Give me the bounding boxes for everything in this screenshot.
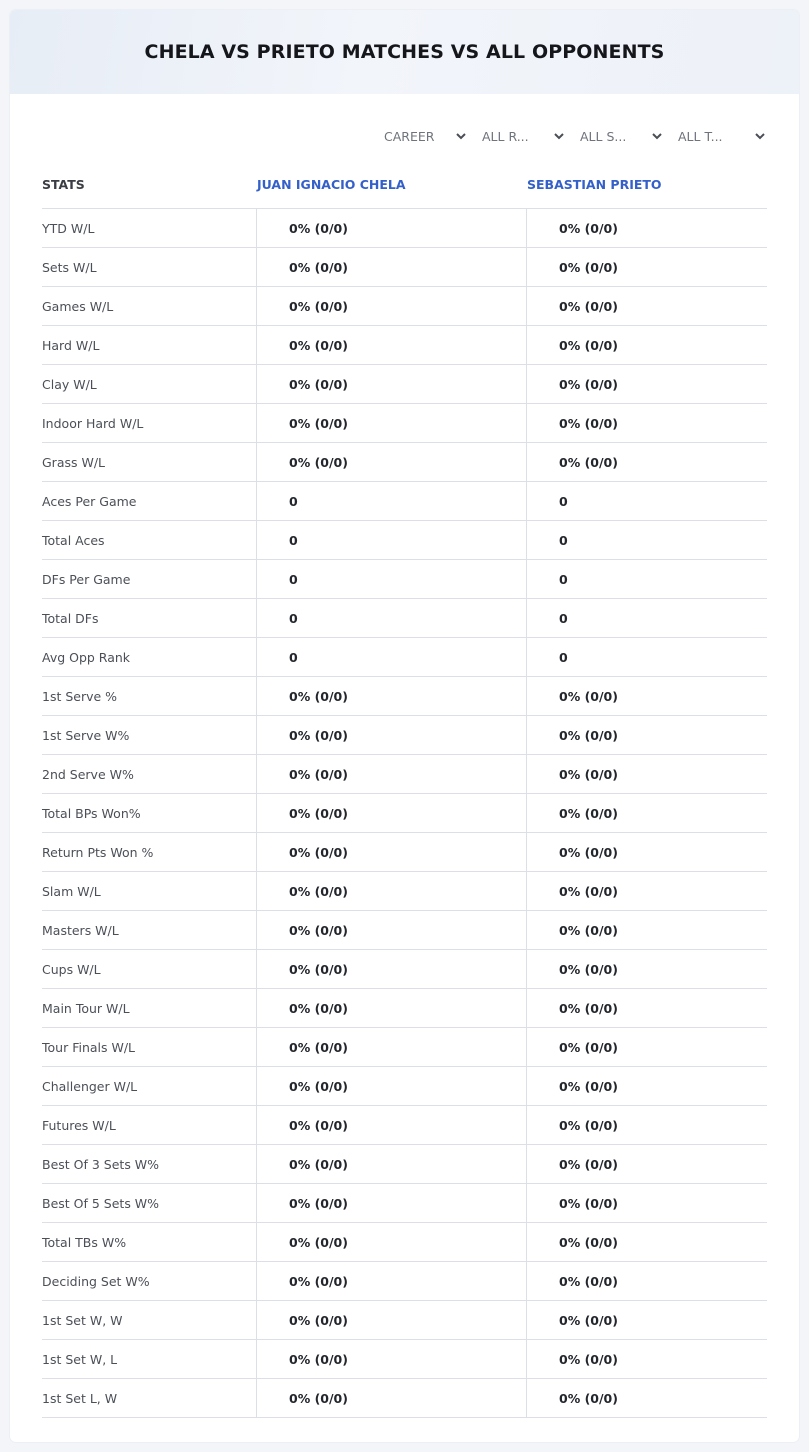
stat-label: 1st Serve W% bbox=[42, 727, 130, 743]
table-row bbox=[42, 1067, 767, 1106]
stat-label: Best Of 5 Sets W% bbox=[42, 1195, 160, 1211]
stat-label: YTD W/L bbox=[42, 220, 95, 236]
player1-stat-value: 0% (0/0) bbox=[256, 716, 526, 754]
table-row bbox=[42, 1184, 767, 1223]
table-row bbox=[42, 599, 767, 638]
player2-stat-value: 0% (0/0) bbox=[526, 1340, 767, 1378]
player1-stat-value: 0% (0/0) bbox=[256, 1340, 526, 1378]
player1-stat-value: 0% (0/0) bbox=[256, 989, 526, 1027]
player2-stat-value: 0% (0/0) bbox=[526, 287, 767, 325]
table-body bbox=[42, 209, 767, 1418]
player1-stat-value: 0% (0/0) bbox=[256, 1028, 526, 1066]
player1-stat-value: 0% (0/0) bbox=[256, 326, 526, 364]
player2-stat-value: 0% (0/0) bbox=[526, 755, 767, 793]
player1-stat-value: 0 bbox=[256, 560, 526, 598]
stat-label: DFs Per Game bbox=[42, 571, 131, 587]
player1-stat-value: 0% (0/0) bbox=[256, 1067, 526, 1105]
chevron-down-icon bbox=[456, 131, 466, 141]
table-row bbox=[42, 1301, 767, 1340]
filter-select-3[interactable] bbox=[576, 125, 674, 147]
stat-label: 1st Set W, W bbox=[42, 1312, 123, 1328]
player1-stat-value: 0% (0/0) bbox=[256, 677, 526, 715]
filter-bar bbox=[380, 125, 765, 147]
table-row bbox=[42, 209, 767, 248]
player1-stat-value: 0% (0/0) bbox=[256, 1379, 526, 1417]
player2-stat-value: 0% (0/0) bbox=[526, 716, 767, 754]
filter-label: ALL T... bbox=[678, 128, 723, 144]
stat-label: Masters W/L bbox=[42, 922, 119, 938]
table-row bbox=[42, 833, 767, 872]
player2-stat-value: 0% (0/0) bbox=[526, 404, 767, 442]
player2-stat-value: 0% (0/0) bbox=[526, 989, 767, 1027]
player2-stat-value: 0% (0/0) bbox=[526, 248, 767, 286]
stat-label: Futures W/L bbox=[42, 1117, 116, 1133]
table-row bbox=[42, 1223, 767, 1262]
player1-stat-value: 0% (0/0) bbox=[256, 209, 526, 247]
table-row bbox=[42, 950, 767, 989]
stat-label: Return Pts Won % bbox=[42, 844, 154, 860]
chevron-down-icon bbox=[652, 131, 662, 141]
stat-label: Best Of 3 Sets W% bbox=[42, 1156, 160, 1172]
filter-label: ALL R... bbox=[482, 128, 529, 144]
player1-stat-value: 0% (0/0) bbox=[256, 1223, 526, 1261]
table-row bbox=[42, 1262, 767, 1301]
stat-label: Total Aces bbox=[42, 532, 105, 548]
table-row bbox=[42, 560, 767, 599]
stat-label: Main Tour W/L bbox=[42, 1000, 130, 1016]
player1-stat-value: 0% (0/0) bbox=[256, 1145, 526, 1183]
table-row bbox=[42, 1379, 767, 1418]
player2-stat-value: 0% (0/0) bbox=[526, 911, 767, 949]
stat-label: Total DFs bbox=[42, 610, 99, 626]
page-title: CHELA VS PRIETO MATCHES VS ALL OPPONENTS bbox=[144, 41, 665, 63]
filter-select-1[interactable] bbox=[380, 125, 478, 147]
player2-stat-value: 0% (0/0) bbox=[526, 1067, 767, 1105]
chevron-down-icon bbox=[755, 131, 765, 141]
player1-stat-value: 0% (0/0) bbox=[256, 365, 526, 403]
player2-stat-value: 0% (0/0) bbox=[526, 1301, 767, 1339]
filter-select-4[interactable] bbox=[674, 125, 765, 147]
column-header-stats: STATS bbox=[42, 176, 85, 192]
table-row bbox=[42, 287, 767, 326]
player1-stat-value: 0% (0/0) bbox=[256, 833, 526, 871]
player2-stat-value: 0% (0/0) bbox=[526, 1106, 767, 1144]
stat-label: 2nd Serve W% bbox=[42, 766, 134, 782]
table-header bbox=[42, 160, 767, 209]
player2-stat-value: 0% (0/0) bbox=[526, 1223, 767, 1261]
stats-card bbox=[10, 10, 799, 1442]
player2-stat-value: 0% (0/0) bbox=[526, 209, 767, 247]
table-row bbox=[42, 872, 767, 911]
player2-stat-value: 0 bbox=[526, 521, 767, 559]
table-row bbox=[42, 1340, 767, 1379]
player2-stat-value: 0% (0/0) bbox=[526, 1262, 767, 1300]
player2-stat-value: 0 bbox=[526, 560, 767, 598]
player1-stat-value: 0% (0/0) bbox=[256, 404, 526, 442]
card-header bbox=[10, 10, 799, 94]
player2-stat-value: 0% (0/0) bbox=[526, 677, 767, 715]
stat-label: 1st Set L, W bbox=[42, 1390, 118, 1406]
stat-label: Sets W/L bbox=[42, 259, 97, 275]
stats-table bbox=[42, 160, 767, 1418]
filter-label: CAREER bbox=[384, 128, 435, 144]
player2-stat-value: 0% (0/0) bbox=[526, 1028, 767, 1066]
table-row bbox=[42, 755, 767, 794]
stat-label: Grass W/L bbox=[42, 454, 106, 470]
table-row bbox=[42, 989, 767, 1028]
filter-select-2[interactable] bbox=[478, 125, 576, 147]
stat-label: Avg Opp Rank bbox=[42, 649, 131, 665]
player1-stat-value: 0% (0/0) bbox=[256, 1184, 526, 1222]
player1-stat-value: 0 bbox=[256, 482, 526, 520]
stat-label: Cups W/L bbox=[42, 961, 101, 977]
player1-stat-value: 0% (0/0) bbox=[256, 911, 526, 949]
table-row bbox=[42, 677, 767, 716]
player1-stat-value: 0% (0/0) bbox=[256, 950, 526, 988]
stat-label: Challenger W/L bbox=[42, 1078, 138, 1094]
table-row bbox=[42, 365, 767, 404]
stat-label: Total TBs W% bbox=[42, 1234, 127, 1250]
player1-stat-value: 0% (0/0) bbox=[256, 1301, 526, 1339]
player1-stat-value: 0 bbox=[256, 638, 526, 676]
player2-stat-value: 0 bbox=[526, 599, 767, 637]
stat-label: Slam W/L bbox=[42, 883, 101, 899]
stat-label: Aces Per Game bbox=[42, 493, 137, 509]
stat-label: 1st Serve % bbox=[42, 688, 118, 704]
stat-label: Deciding Set W% bbox=[42, 1273, 150, 1289]
player2-name-link[interactable]: SEBASTIAN PRIETO bbox=[527, 176, 662, 192]
player2-stat-value: 0% (0/0) bbox=[526, 1379, 767, 1417]
stat-label: 1st Set W, L bbox=[42, 1351, 118, 1367]
player2-stat-value: 0 bbox=[526, 482, 767, 520]
table-row bbox=[42, 1028, 767, 1067]
player2-stat-value: 0% (0/0) bbox=[526, 1184, 767, 1222]
player1-stat-value: 0% (0/0) bbox=[256, 1106, 526, 1144]
player1-stat-value: 0% (0/0) bbox=[256, 755, 526, 793]
table-row bbox=[42, 482, 767, 521]
player1-stat-value: 0% (0/0) bbox=[256, 1262, 526, 1300]
player1-name-link[interactable]: JUAN IGNACIO CHELA bbox=[257, 176, 406, 192]
player2-stat-value: 0% (0/0) bbox=[526, 326, 767, 364]
stat-label: Total BPs Won% bbox=[42, 805, 141, 821]
table-row bbox=[42, 443, 767, 482]
chevron-down-icon bbox=[554, 131, 564, 141]
table-row bbox=[42, 911, 767, 950]
table-row bbox=[42, 1145, 767, 1184]
table-row bbox=[42, 404, 767, 443]
filter-label: ALL S... bbox=[580, 128, 627, 144]
player2-stat-value: 0% (0/0) bbox=[526, 365, 767, 403]
player1-stat-value: 0 bbox=[256, 521, 526, 559]
player2-stat-value: 0% (0/0) bbox=[526, 1145, 767, 1183]
table-row bbox=[42, 794, 767, 833]
player2-stat-value: 0% (0/0) bbox=[526, 950, 767, 988]
player2-stat-value: 0% (0/0) bbox=[526, 443, 767, 481]
player1-stat-value: 0% (0/0) bbox=[256, 248, 526, 286]
table-row bbox=[42, 638, 767, 677]
player1-stat-value: 0% (0/0) bbox=[256, 443, 526, 481]
player1-stat-value: 0% (0/0) bbox=[256, 872, 526, 910]
table-row bbox=[42, 521, 767, 560]
stat-label: Tour Finals W/L bbox=[42, 1039, 136, 1055]
stat-label: Games W/L bbox=[42, 298, 114, 314]
player2-stat-value: 0% (0/0) bbox=[526, 794, 767, 832]
stat-label: Hard W/L bbox=[42, 337, 100, 353]
player1-stat-value: 0 bbox=[256, 599, 526, 637]
table-row bbox=[42, 716, 767, 755]
stat-label: Clay W/L bbox=[42, 376, 97, 392]
player2-stat-value: 0% (0/0) bbox=[526, 833, 767, 871]
table-row bbox=[42, 326, 767, 365]
player1-stat-value: 0% (0/0) bbox=[256, 794, 526, 832]
player2-stat-value: 0 bbox=[526, 638, 767, 676]
table-row bbox=[42, 248, 767, 287]
stat-label: Indoor Hard W/L bbox=[42, 415, 144, 431]
table-row bbox=[42, 1106, 767, 1145]
player2-stat-value: 0% (0/0) bbox=[526, 872, 767, 910]
player1-stat-value: 0% (0/0) bbox=[256, 287, 526, 325]
